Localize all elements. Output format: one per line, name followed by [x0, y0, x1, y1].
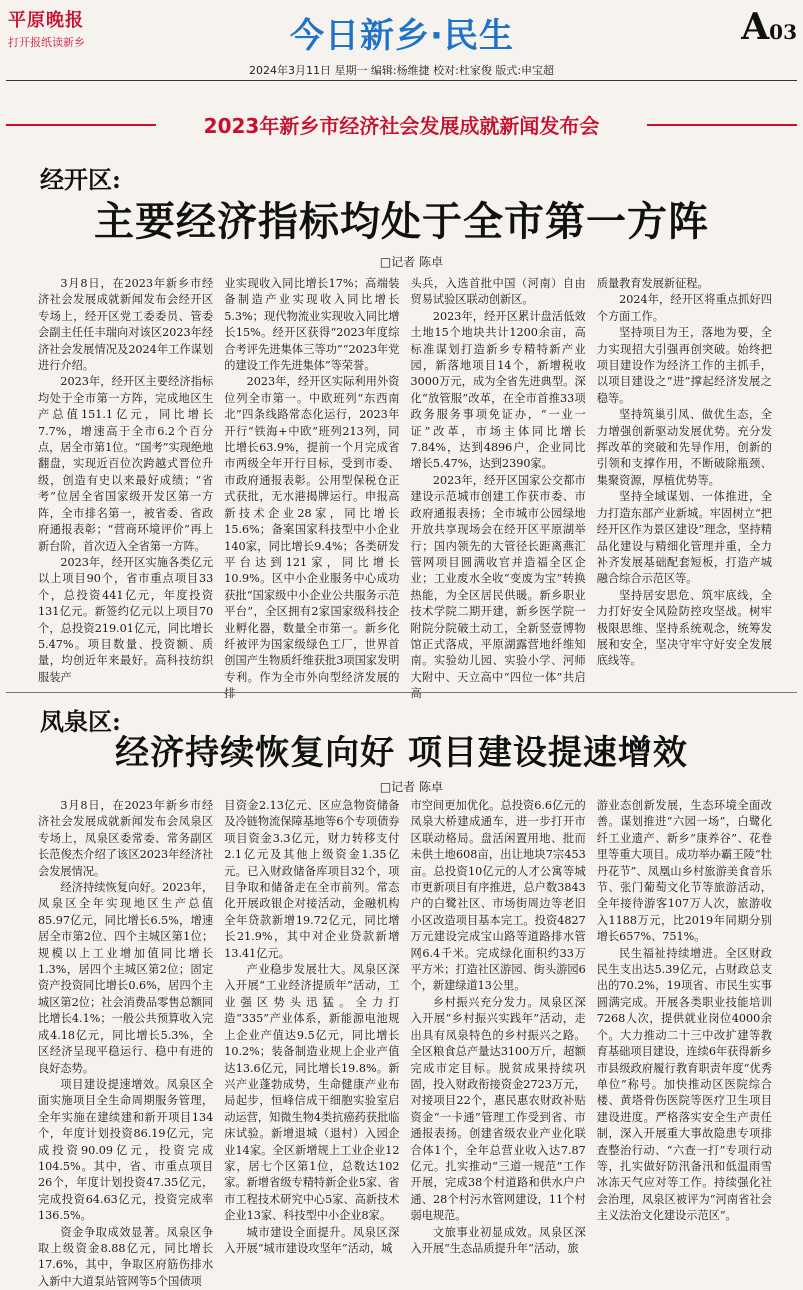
paragraph: 质量教育发展新征程。 — [596, 277, 709, 290]
section1-column — [224, 276, 400, 701]
newspaper-logo — [8, 6, 108, 50]
paragraph: 2023年，经开区实际利用外资位列全市第一。中欧班列“东西南北”四条线路常态化运行，2023年开行“铁海+中欧”班列213列，同比增长63.9%，提前一个月完成省市两级全年开行目标，受到市委、市政府通报表彰。公用型保税仓正式获批，无水港揭牌运行。申报高新技术企业28家，同比增长15.6%；备案国家科技型中小企业140家，同比增长9.4%；各类研发平台达到121家，同比增长10.9%。区中小企业服务中心成功获批“国家级中小企业公共服务示范平台”，全区拥有2家国家级科技企业孵化器，数量全市第一。新乡化纤被评为国家级绿色工厂，世界首创国产生物质纤维获批3项国家发明专利。作为全市外向型经济发展的排 — [224, 375, 400, 701]
section2-byline: □记者 陈卓 — [379, 780, 443, 794]
issue-meta: 2024年3月11日 星期一 编辑:杨维捷 校对:杜家俊 版式:申宝超 — [248, 64, 555, 77]
logo-slogan: 打开报纸读新乡 — [8, 36, 85, 49]
banner-line-left — [6, 124, 156, 126]
paragraph: 市空间更加优化。总投资6.6亿元的凤泉大桥建成通车，进一步打开市区联动格局。盘活闲置用地、批而未供土地608亩，出让地块7宗453亩。总投资10亿元的人才公寓等城市更新项目有序推进，总户数3843户的白鹭社区、市场街周边等老旧小区改造项目基本完工。投资4827万元建设完成宝山路等道路排水管网6.4千米。完成绿化面积约33万平方米；打造社区游园、街头游园6个，新建绿道13公里。 — [410, 799, 586, 993]
section2-column — [596, 798, 772, 1223]
page-number — [741, 6, 797, 48]
paragraph: 2023年，经开区实施各类亿元以上项目90个，省市重点项目33个，总投资441亿元，年度投资131亿元。新签约亿元以上项目70个，总投资219.01亿元，同比增长5.47%。项目数量、投资额、质量，均创近年来最好。高科技纺织服装产 — [38, 555, 214, 684]
paragraph: 坚持项目为王，落地为要，全力实现招大引强再创突破。始终把项目建设作为经济工作的主抓手，以项目建设之“进”撑起经济发展之稳等。 — [596, 326, 772, 405]
paragraph: 坚持筑巢引凤、做优生态，全力增强创新驱动发展优势。充分发挥改革的突破和先导作用，创新的引领和支撑作用，不断破除瓶颈、集聚资源，厚植优势等。 — [596, 408, 772, 487]
paragraph: 资金争取成效显著。凤泉区争取上级资金8.88亿元，同比增长17.6%，其中，争取区府筋伤排水入新中大道泵站管网等5个国债项 — [38, 1225, 214, 1288]
paragraph: 2023年，经开区主要经济指标均处于全市第一方阵，完成地区生产总值151.1亿元，同比增长7.7%，增速高于全市6.2个百分点，居全市第1位。“国考”实现绝地翻盘，实现近百位次跨越式晋位升级，创造有史以来最好成绩；“省考”位居全省国家级开发区第一方阵，全市排名第一，被省委、省政府通报表彰；“营商环境评价”再上新台阶，首次迈入全省第一方阵。 — [38, 375, 214, 553]
paragraph: 坚持居安思危、筑牢底线，全力打好安全风险防控攻坚战。树牢极限思维、坚持系统观念，统筹发展和安全，坚决守牢守好安全发展底线等。 — [596, 588, 772, 668]
section2-column — [410, 798, 586, 1255]
conference-banner — [6, 110, 797, 138]
masthead — [0, 0, 803, 78]
conference-title: 2023年新乡市经济社会发展成就新闻发布会 — [203, 114, 600, 138]
section2-column — [38, 798, 214, 1288]
paragraph: 3月8日，在2023年新乡市经济社会发展成就新闻发布会凤泉区专场上，凤泉区委常委、常务副区长范俊杰介绍了该区2023年经济社会发展情况。 — [38, 799, 214, 878]
paragraph: 项目建设提速增效。凤泉区全面实施项目全生命周期服务管理，全年实施在建续建和新开项目134个，年度计划投资86.19亿元，完成投资90.09亿元，投资完成104.5%。其中，省、市重点项目26个，年度计划投资47.35亿元，完成投资64.63亿元，投资完成率136.5%。 — [38, 1077, 214, 1223]
page-title: 今日新乡·民生 — [290, 16, 514, 56]
paragraph: 业实现收入同比增长17%；高端装备制造产业实现收入同比增长5.3%；现代物流业实现收入同比增长15%。经开区获得“2023年度综合考评先进集体三等功”“2023年党的建设工作先进集体”等荣誉。 — [224, 277, 400, 373]
section-divider — [6, 692, 797, 693]
paragraph: 产业稳步发展壮大。凤泉区深入开展“工业经济提质年”活动，工业强区势头迅猛。全力打造“335”产业体系，新能源电池规上企业产值达9.5亿元，同比增长10.2%；装备制造业规上企业产值达13.6亿元，同比增长19.8%。新兴产业蓬勃成势，生命健康产业布局起步，恒峰信成干细胞实验室启动运营，知微生物4类抗癌药获批临床试验。新增退城（退村）入园企业14家。全区新增规上工业企业12家，居七个区第1位，总数达102家。新增省级专精特新企业5家、省市工程技术研究中心5家、高新技术企业13家、科技型中小企业8家。 — [224, 963, 400, 1223]
paragraph: 头兵，入选首批中国（河南）自由贸易试验区联动创新区。 — [410, 277, 586, 307]
paragraph: 文旅事业初显成效。凤泉区深入开展“生态品质提升年”活动，旅 — [410, 1225, 586, 1255]
paragraph: 乡村振兴充分发力。凤泉区深入开展“乡村振兴实践年”活动，走出具有凤泉特色的乡村振兴之路。全区粮食总产量达3100万斤，超额完成市定目标。脱贫成果持续巩固，投入财政衔接资金2723万元，对接项目22个，惠民惠农财政补贴资金“一卡通”管理工作受到省、市通报表扬。创建省级农业产业化联合体1个，全年总营业收入达7.87亿元。扎实推动“三道一规范”工作开展，完成38个村道路和供水户户通、28个村污水管网建设，11个村弱电规范。 — [410, 995, 586, 1223]
section1-byline: □记者 陈卓 — [379, 255, 443, 269]
section1-column — [38, 276, 213, 690]
section2-headline: 经济持续恢复向好 项目建设提速增效 — [115, 733, 688, 773]
masthead-divider — [6, 80, 797, 81]
banner-line-right — [647, 124, 797, 126]
section1-article — [38, 276, 772, 701]
section2-label: 凤泉区: — [40, 707, 121, 736]
paragraph: 坚持全域谋划、一体推进，全力打造东部产业新城。牢固树立“把经开区作为景区建设”理念，坚持精品化建设与精细化管理并重，全力补齐发展基础配套短板，打造产城融合综合示范区等。 — [596, 490, 772, 586]
section1-label: 经开区: — [40, 165, 121, 194]
paragraph: 民生福祉持续增进。全区财政民生支出达5.39亿元，占财政总支出的70.2%，19项省、市民生实事圆满完成。开展各类职业技能培训7268人次，提供就业岗位4000余个。大力推动二十三中改扩建等教育基础项目建设，连续6年获得新乡市县级政府履行教育职责年度“优秀单位”称号。加快推动区医院综合楼、黄塔骨伤医院等医疗卫生项目建设进度。严格落实安全生产责任制，深入开展重大事故隐患专项排查整治行动、“六查一打”专项行动等，扎实做好防汛备汛和低温雨雪冰冻天气应对等工作。持续强化社会治理，凤泉区被评为“河南省社会主义法治文化建设示范区”。 — [596, 946, 772, 1223]
paragraph: 2023年，经开区累计盘活低效土地15个地块共计1200余亩，高标准谋划打造新乡专精特新产业园，新落地项目14个，新增税收3000万元，成为全省先进典型。深化“放管服”改革，在全市首推33项政务服务事项免证办，“一业一证”改革，市场主体同比增长7.84%，达到4896户，企业同比增长5.47%，达到2390家。 — [410, 309, 586, 471]
paragraph: 2024年，经开区将重点抓好四个方面工作。 — [596, 293, 772, 323]
section1-column — [597, 276, 772, 690]
paragraph: 城市建设全面提升。凤泉区深入开展“城市建设攻坚年”活动，城 — [224, 1225, 400, 1255]
section2-article — [38, 798, 772, 1288]
paragraph: 经济持续恢复向好。2023年，凤泉区全年实现地区生产总值85.97亿元，同比增长6.5%，增速居全市第2位、四个主城区第1位；规模以上工业增加值同比增长1.3%，居四个主城区第2位；固定资产投资同比增长0.6%，居四个主城区第2位；社会消费品零售总额同比增长4.1%；一般公共预算收入完成4.18亿元，同比增长5.3%，全区经济呈现平稳运行、稳中有进的良好态势。 — [38, 881, 214, 1075]
paragraph: 2023年，经开区国家公交都市建设示范城市创建工作获市委、市政府通报表扬；全市城市公园绿地开放共享现场会在经开区平原湖举行；国内领先的大管径长距离燕汇管网项目圆满收官并造福全区企业；工业废水全收“变废为宝”转换热能，为全区居民供暖。新乡职业技术学院二期开建，新乡医学院一附院分院破土动工，全新竖壹博物馆正式落成，平原湖露营地纤维知南。实验幼儿园、实验小学、河师大附中、天立高中“四位一体”共启高 — [410, 473, 586, 701]
section1-headline: 主要经济指标均处于全市第一方阵 — [94, 199, 709, 245]
page-digits: 03 — [769, 20, 797, 44]
section2-column — [224, 798, 400, 1255]
page-letter: A — [741, 6, 770, 48]
paragraph: 3月8日，在2023年新乡市经济社会发展成就新闻发布会经开区专场上，经开区党工委委员、管委会副主任任丰瑞向对该区2023年经济社会发展情况及2024年工作谋划进行介绍。 — [38, 277, 214, 373]
paragraph: 游业态创新发展，生态环境全面改善。谋划推进“六园一场”，白鹭化纤工业遗产、新乡“康养谷”、花卷里等重大项目。成功举办霸王陵“牡丹花节”、凤凰山乡村旅游美食音乐节、张门葡萄文化节等旅游活动，全年接待游客107万人次，旅游收入1188万元，比2019年同期分别增长657%、751%。 — [596, 799, 772, 944]
paragraph: 目资金2.13亿元、区应急物资储备及冷链物流保障基地等6个专项债券项目资金3.3亿元，财力转移支付2.1亿元及其他上级资金1.35亿元。已入财政储备库项目32个，项目争取和储备走在全市前列。常态化开展政银企对接活动，金融机构全年贷款新增19.72亿元，同比增长21.9%，其中对企业贷款新增13.41亿元。 — [224, 799, 400, 960]
logo-text: 平原晚报 — [8, 10, 84, 31]
section1-column — [410, 276, 586, 701]
